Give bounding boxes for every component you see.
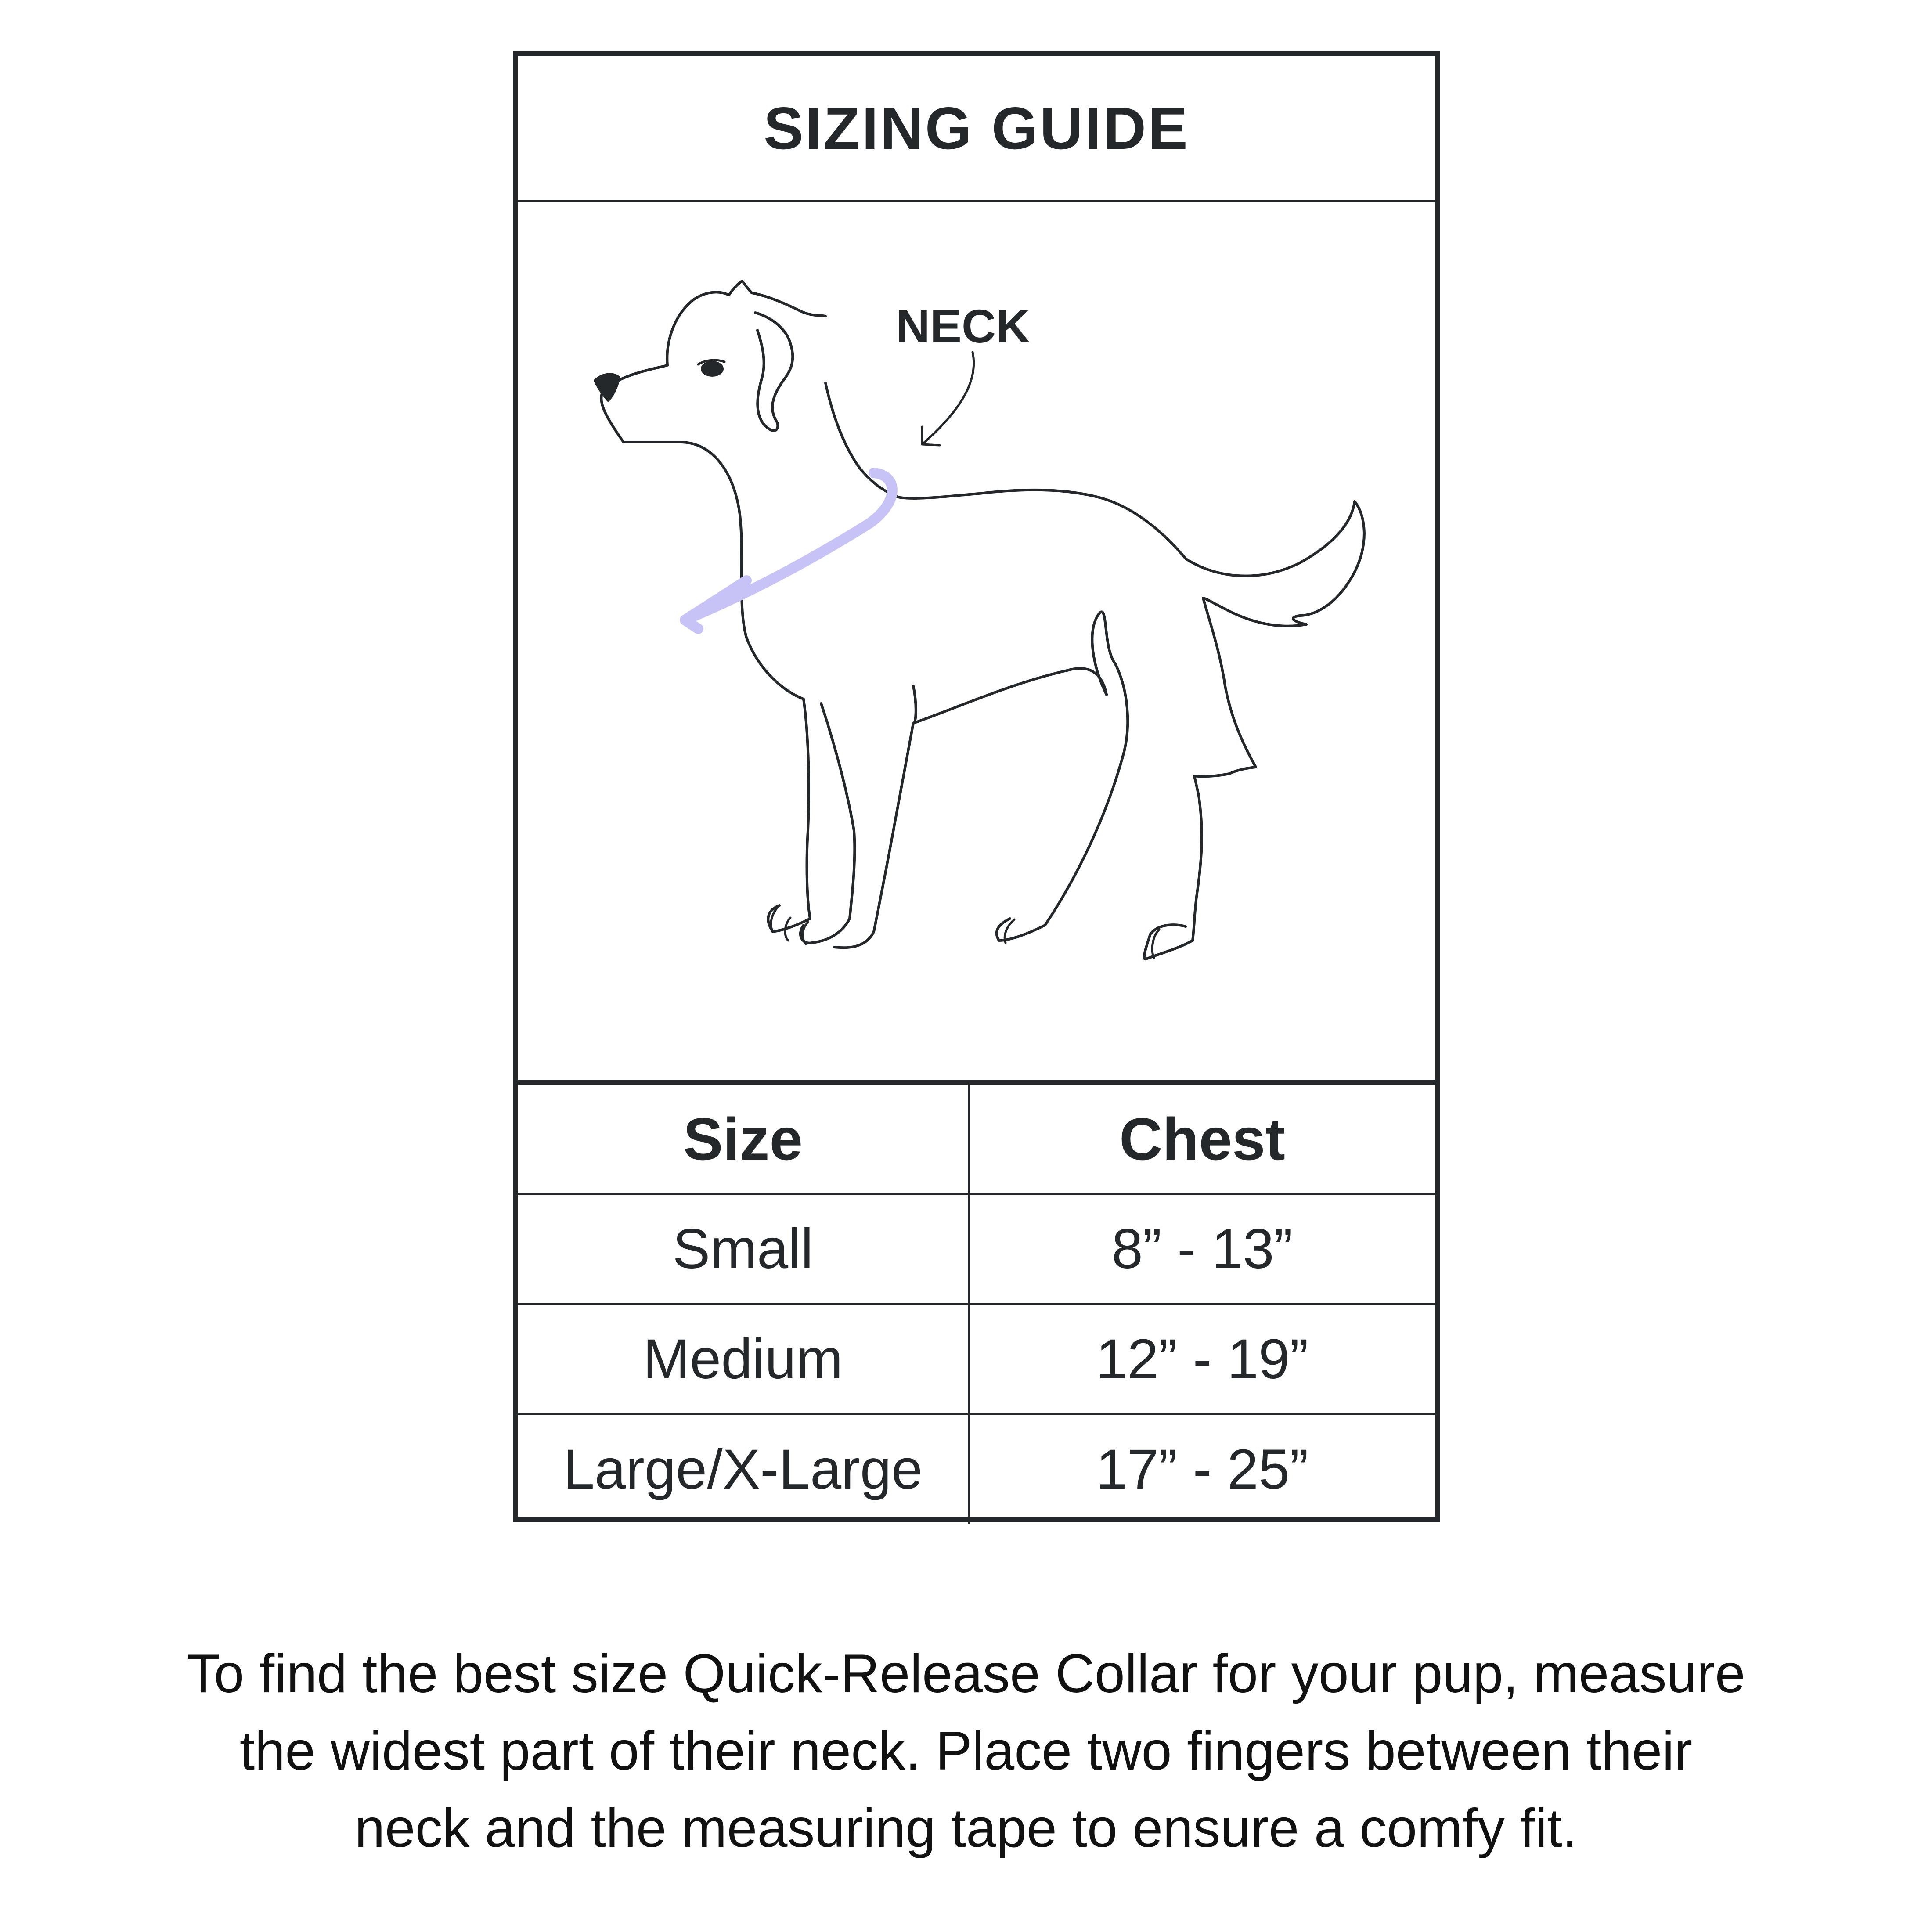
header-size: Size — [518, 1082, 969, 1194]
sizing-instructions: To find the best size Quick-Release Collar for your pup, measure the widest part of their neck. Place two fingers between their neck and the measuring tape to ensure a comfy fit. — [187, 1644, 1745, 1859]
dog-belly-line — [913, 668, 1107, 723]
table-row — [518, 1304, 1435, 1414]
size-cell: Medium — [518, 1304, 969, 1414]
chest-cell: 12” - 19” — [969, 1304, 1435, 1414]
header-chest: Chest — [969, 1082, 1435, 1194]
chest-cell: 17” - 25” — [1096, 1438, 1308, 1501]
table-row — [518, 1194, 1435, 1304]
dog-eye — [701, 361, 724, 377]
guide-title: SIZING GUIDE — [764, 95, 1189, 162]
chest-cell: 8” - 13” — [969, 1194, 1435, 1304]
dog-inner-rear-leg — [997, 612, 1128, 941]
dog-rear-paw — [1144, 925, 1193, 959]
measuring-tape-end — [685, 580, 746, 629]
dog-nose — [595, 375, 619, 400]
dog-ear-outline — [755, 313, 793, 431]
size-cell: Large/X-Large — [518, 1414, 969, 1524]
neck-arrow — [922, 352, 974, 445]
dog-back-outline — [898, 490, 1364, 626]
guide-header — [518, 56, 1435, 202]
table-header-row — [518, 1082, 1435, 1194]
dog-chest-line — [834, 686, 916, 948]
dog-front-leg-outline — [768, 699, 810, 932]
dog-illustration — [518, 202, 1435, 1080]
dog-head-outline — [601, 389, 804, 699]
neck-label: NECK — [896, 299, 1031, 353]
dog-rear-leg-outline — [1193, 598, 1256, 941]
size-chart-table — [518, 1080, 1435, 1524]
sizing-guide-card — [513, 51, 1440, 1522]
table-row — [518, 1414, 1435, 1524]
size-cell: Small — [518, 1194, 969, 1304]
